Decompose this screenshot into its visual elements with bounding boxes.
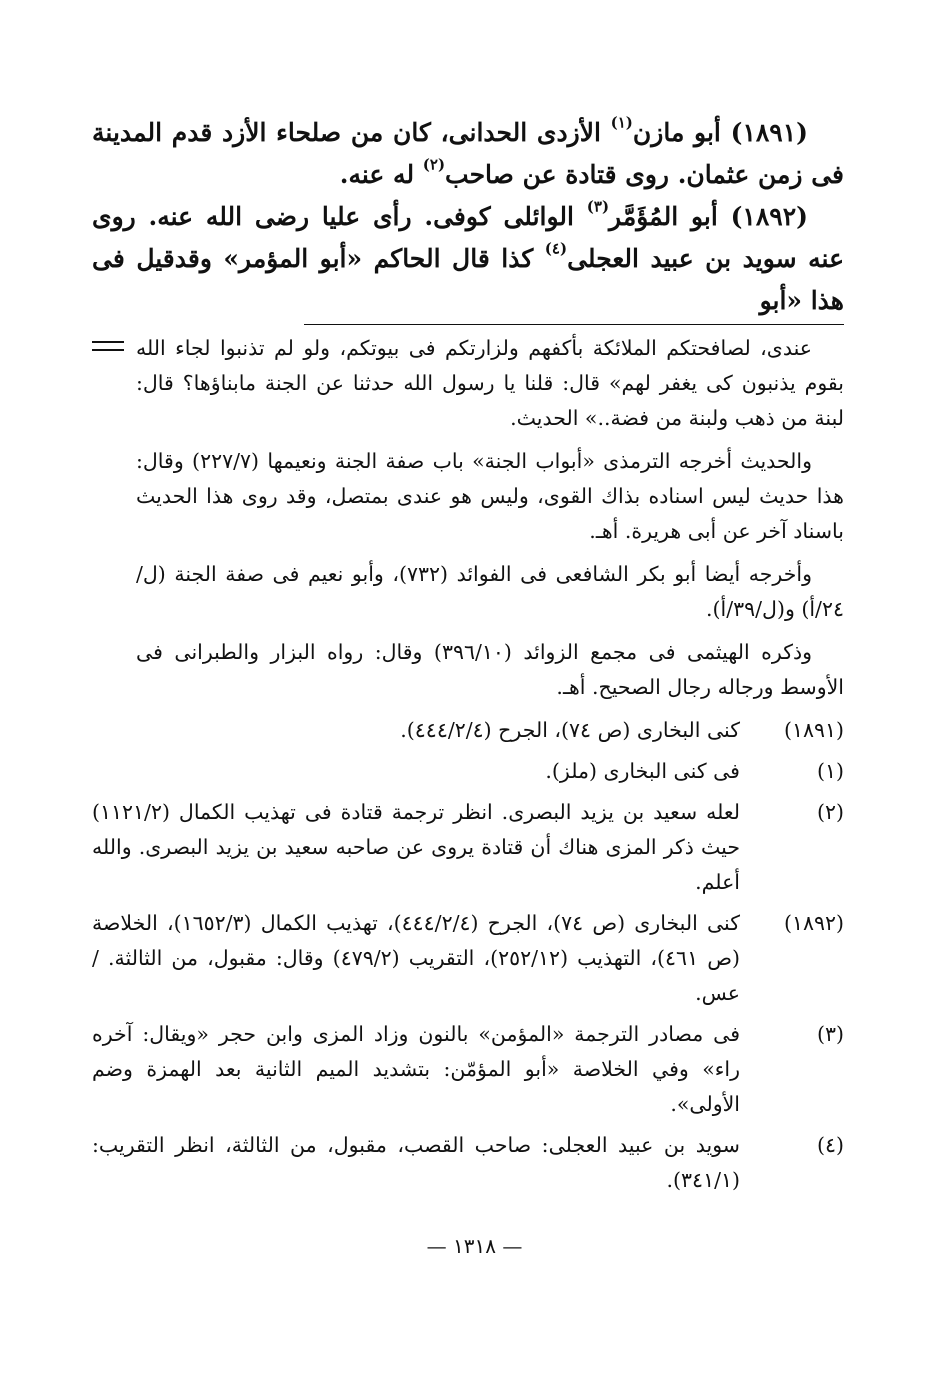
footnote-number: (٣) (816, 1022, 844, 1046)
footnote-number: (٢) (816, 800, 844, 824)
footnote-item (92, 1017, 844, 1122)
entry-text: أبو مازن (632, 118, 721, 147)
footnote-continuation (92, 331, 844, 705)
footnote-paragraph: وذكره الهيثمى فى مجمع الزوائد (٣٩٦/١٠) وقال: رواه البزار والطبرانى فى الأوسط ورجاله رجال الصحيح. أهـ. (136, 640, 844, 699)
footnote-text: كنى البخارى (ص ٧٤)، الجرح (٤٤٤/٢/٤)، تهذيب الكمال (١٦٥٢/٣)، الخلاصة (ص ٤٦١)، التهذيب (٢٥٢/١٢)، التقريب (٤٧٩/٢) وقال: مقبول، من الثالثة. /عس. (92, 911, 740, 1005)
footnote-item (92, 906, 844, 1011)
footnote-number: (١٨٩٢) (783, 911, 844, 935)
page-number: — ١٣١٨ — (426, 1234, 523, 1258)
entry-number: (١٨٩١) (730, 118, 808, 147)
footnote-paragraph: وأخرجه أيضا أبو بكر الشافعى فى الفوائد (٧٣٢)، وأبو نعيم فى صفة الجنة (ل/٢٤/أ) و(ل/٣٩/أ). (136, 562, 844, 621)
footnote-number: (١٨٩١) (783, 718, 844, 742)
entry-text: كذا قال الحاكم «أبو المؤمر» وقدقيل فى هذا «أبو (92, 244, 844, 315)
footnote-number: (٤) (816, 1133, 844, 1157)
footnote-text: سويد بن عبيد العجلى: صاحب القصب، مقبول، من الثالثة، انظر التقريب: (٣٤١/١). (92, 1133, 740, 1192)
footnote-item (92, 1128, 844, 1198)
entry-1891 (92, 112, 844, 196)
footnote-text: فى كنى البخارى (ملز). (545, 759, 740, 783)
footnote-item (92, 795, 844, 900)
footnote-paragraph: عندى، لصافحتكم الملائكة بأكفهم ولزارتكم فى بيوتكم، ولو لم تذنبوا لجاء الله بقوم يذنبون كى يغفر لهم» قال: قلنا يا رسول الله حدثنا عن الجنة مابناؤها؟ قال: لبنة من ذهب ولبنة من فضة..» الحديث. (136, 336, 844, 430)
entry-number: (١٨٩٢) (730, 202, 808, 231)
footnote-paragraph: والحديث أخرجه الترمذى «أبواب الجنة» باب صفة الجنة ونعيمها (٢٢٧/٧) وقال: هذا حديث ليس اسناده بذاك القوى، وليس هو عندى بمتصل، وقد روى هذا الحديث باسناد آخر عن أبى هريرة. أهـ. (136, 449, 844, 543)
main-text (92, 112, 844, 322)
entry-text: الأزدى الحدانى، كان من صلحاء الأزد قدم المدينة فى زمن عثمان. روى قتادة عن صاحب (92, 118, 844, 189)
entry-text: أبو المُؤَمَّر (609, 202, 718, 231)
entry-text: الوائلى كوفى. رأى عليا رضى الله عنه. روى عنه سويد بن عبيد العجلى (92, 202, 844, 273)
footnote-text: كنى البخارى (ص ٧٤)، الجرح (٤٤٤/٢/٤). (400, 718, 740, 742)
footnotes (92, 331, 844, 1198)
footnote-item (92, 754, 844, 789)
footnote-ref: (٢) (422, 155, 446, 174)
footnote-number: (١) (816, 759, 844, 783)
footnote-ref: (١) (610, 113, 633, 132)
footnote-separator (304, 324, 844, 325)
page (92, 112, 844, 1292)
continuation-mark-icon (92, 341, 124, 351)
footnote-text: لعله سعيد بن يزيد البصرى. انظر ترجمة قتادة فى تهذيب الكمال (١١٢١/٢) حيث ذكر المزى هناك أن قتادة يروى عن صاحبه سعيد بن يزيد البصرى. والله أعلم. (92, 800, 740, 894)
entry-text: له عنه. (339, 160, 423, 189)
footnote-text: فى مصادر الترجمة «المؤمن» بالنون وزاد المزى وابن حجر «ويقال: آخره راء» وفي الخلاصة «أبو المؤمّن: بتشديد الميم الثانية بعد الهمزة وضم الأولى». (92, 1022, 740, 1116)
footnote-item (92, 713, 844, 748)
footnote-ref: (٣) (586, 197, 610, 216)
entry-1892 (92, 196, 844, 322)
footnote-ref: (٤) (544, 239, 568, 258)
